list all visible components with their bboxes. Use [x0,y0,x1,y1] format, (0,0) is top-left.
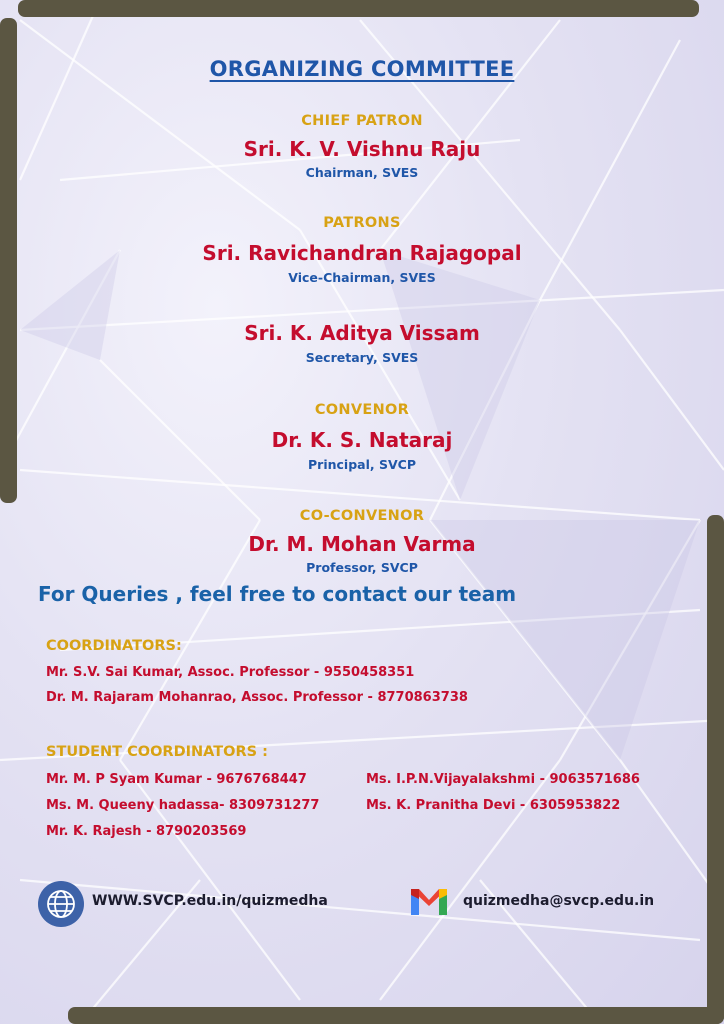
chief-patron-designation: Chairman, SVES [305,165,419,180]
convenor-name: Dr. K. S. Nataraj [271,428,453,452]
patron-2-designation: Secretary, SVES [305,350,419,365]
globe-icon [38,881,84,927]
student-coordinator-item: Ms. M. Queeny hadassa- 8309731277 [46,798,320,813]
chief-patron-name: Sri. K. V. Vishnu Raju [243,137,481,161]
patrons-role: PATRONS [323,215,401,231]
student-coordinators-heading: STUDENT COORDINATORS : [46,744,268,760]
gmail-icon [409,885,449,917]
student-coordinator-item: Mr. K. Rajesh - 8790203569 [46,824,247,839]
page-title: ORGANIZING COMMITTEE [209,57,515,81]
coordinator-item: Mr. S.V. Sai Kumar, Assoc. Professor - 9550458351 [46,665,415,680]
patron-2-name: Sri. K. Aditya Vissam [244,321,480,345]
convenor-designation: Principal, SVCP [308,457,416,472]
coordinator-item: Dr. M. Rajaram Mohanrao, Assoc. Professor - 8770863738 [46,690,468,705]
co-convenor-role: CO-CONVENOR [299,508,425,524]
co-convenor-designation: Professor, SVCP [306,560,418,575]
co-convenor-name: Dr. M. Mohan Varma [248,532,476,556]
chief-patron-role: CHIEF PATRON [301,113,423,129]
website-link[interactable]: WWW.SVCP.edu.in/quizmedha [92,893,328,909]
email-link[interactable]: quizmedha@svcp.edu.in [463,893,655,909]
student-coordinator-item: Mr. M. P Syam Kumar - 9676768447 [46,772,307,787]
student-coordinator-item: Ms. K. Pranitha Devi - 6305953822 [366,798,621,813]
coordinators-heading: COORDINATORS: [46,638,182,654]
patron-1-designation: Vice-Chairman, SVES [288,270,436,285]
convenor-role: CONVENOR [314,402,410,418]
queries-heading: For Queries , feel free to contact our team [38,582,517,606]
patron-1-name: Sri. Ravichandran Rajagopal [202,241,522,265]
student-coordinator-item: Ms. I.P.N.Vijayalakshmi - 9063571686 [366,772,640,787]
